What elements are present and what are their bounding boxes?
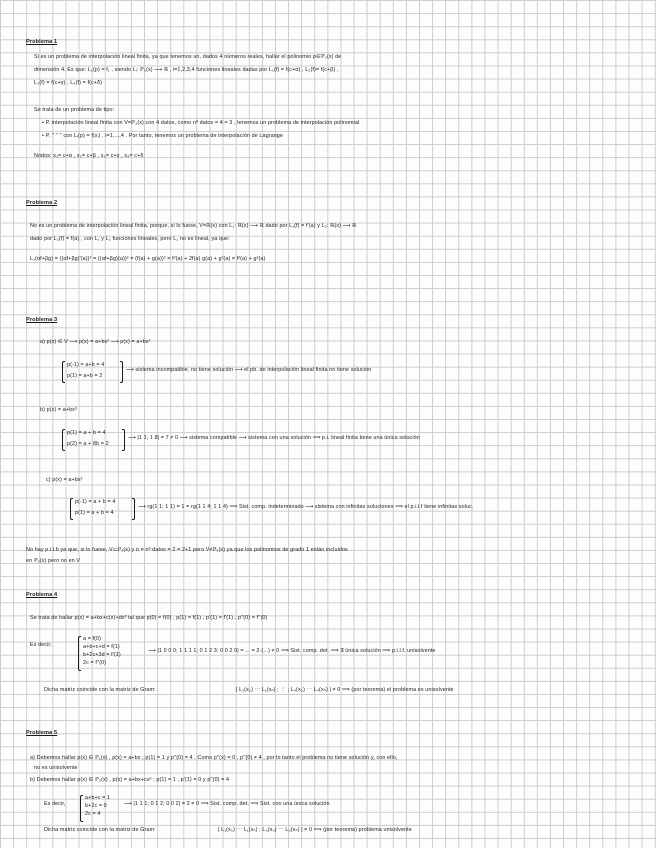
system-equation: p(1) = a + b = 4: [67, 430, 106, 436]
system-equation: p(-1) = a + b = 4: [75, 499, 116, 505]
problem-2-equation: L₁(αf+βg) = ((αf+βg)'(a))² = ((αf+βg)(a))² = (f(a) + g(a))² = f²(a) + 2f(a) g(a) + g²(a) ≠ f²(a) + g²(a): [30, 256, 266, 262]
problem-1-line: dimensión 4. Es que: L₁(p) = f₁ , siendo Lᵢ: ℙ₃(x) ⟶ ℝ , i=1,2,3,4 funciones lineales dadas por L₁(f) = f(c+α) , L₂(f)= f(c+β) ,: [34, 67, 339, 73]
problem-1-heading: Problema 1: [26, 39, 58, 45]
system-brace: [70, 498, 73, 520]
problem-3-heading: Problema 3: [26, 317, 58, 323]
problem-5-determinant: ⟶ |1 1 1; 0 1 2; 0 0 2| = 2 ≠ 0 ⟹ Sist. comp. det. ⟹ Sist. con una única solución: [124, 801, 330, 807]
problem-1-bullet: • P. interpolación lineal finita con V=ℙ₃(x) con 4 datos, como nº datos = 4 = 3 , tenemos un problema de interpolación polinomial: [42, 120, 360, 126]
system-equation: p(2) = a + 8b = 2: [67, 441, 109, 447]
problem-3b-label: b) p(x) = a+bx³: [40, 407, 77, 413]
problem-1-line: Si es un problema de interpolación lineal finita, ya que tenemos un, dados 4 números reales, hallar el polinomio p∈ℙ₃(x) de: [34, 54, 342, 60]
problem-1-line: Se trata de un problema de tipo:: [34, 107, 115, 113]
problem-3c-label: c) p(x) = a+bx²: [46, 477, 83, 483]
problem-3-conclusion: en ℙ₂(x) pero no en V: [26, 558, 81, 564]
problem-5b-line: b) Debemos hallar p(x) ∈ ℙ₂(x) , p(x) = a+bx+cx² ; p(1) = 1 , p'(1) = 0 y p''(0) = 4: [30, 777, 230, 783]
es-decir-label: Es decir,: [44, 801, 66, 807]
system-equation: a+b+c = 1: [85, 795, 111, 801]
problem-3-conclusion: No hay p.i.l.b ya que, si lo fuese, V⊂ℙ₂(x) y n = nº datos = 2 = 2+1 pero V≠ℙ₂(x) ya que los polinomios de grado 1 están incluidos: [26, 547, 348, 553]
system-equation: a+b+c+d = f(1): [83, 644, 120, 650]
es-decir-label: Es decir,: [30, 642, 52, 648]
gram-matrix-note: Dicha matriz coincide con la matriz de Gram:: [44, 687, 156, 693]
problem-2-heading: Problema 2: [26, 200, 58, 206]
system-brace: [78, 636, 81, 671]
system-equation: p(1) = a+b = 2: [67, 373, 103, 379]
problem-4-heading: Problema 4: [26, 592, 58, 598]
problem-3c-conclusion: ⟶ rg(1 1; 1 1) = 1 = rg(1 1 4; 1 1 4) ⟹ Sist. comp. indeterminado ⟶ sistema con infinitas soluciones ⟹ el p.i.l.f tiene infinitas soluc.: [138, 504, 474, 510]
system-brace: [62, 361, 65, 383]
problem-1-nodes: Nodos: x₁= c+α , x₂= c+β , x₃= c+γ , x₄= c+δ: [34, 153, 144, 159]
system-equation: a = f(0): [83, 636, 102, 642]
system-brace-right: [122, 429, 125, 451]
problem-3a-label: a) p(x) ∈ V ⟶ p(x) = a+bx² ⟶ p(x) = a+bx²: [40, 339, 151, 345]
system-brace: [80, 795, 83, 822]
problem-5a-line: a) Debemos hallar p(x) ∈ ℙ₁(x) , p(x) = a+bx ; p(1) = 1 y p''(0) = 4 . Como p''(x) = 0 , p''(0) ≠ 4 , por lo tanto el problema no tiene solución y, con ello,: [30, 755, 398, 761]
gram-matrix-note: Dicha matriz coincide con la matriz de Gram:: [44, 827, 156, 833]
system-equation: b+2c = 0: [85, 803, 107, 809]
problem-5-heading: Problema 5: [26, 730, 58, 736]
problem-2-line: No es un problema de interpolación lineal finita, porque, si lo fuese, V=ℝ(x) con L₁: ℝ(x) ⟶ ℝ dado por L₁(f) = f'(a) y L₂: ℝ(x) ⟶ ℝ: [30, 223, 357, 229]
system-equation: 2c = 4: [85, 811, 101, 817]
problem-1-line: L₃(f) = f(c+γ) , L₄(f) = f(c+δ): [34, 80, 103, 86]
problem-5a-line: no es unisolvente: [34, 765, 78, 771]
system-brace: [62, 429, 65, 451]
problem-4-line: Se trata de hallar p(x) = a+bx+c(x)+dx³ tal que p(0) = f(0) , p(1) = f(1) , p'(1) = f'(1) , p''(0) = f''(0): [30, 615, 268, 621]
system-equation: p(1) = a + b = 4: [75, 510, 114, 516]
problem-2-line: dado por L₂(f) = f(a) , con L₁ y L₂ funciones lineales, pero L₁ no es lineal, ya que:: [30, 236, 230, 242]
system-brace-right: [132, 498, 135, 520]
system-equation: p(-1) = a+b = 4: [67, 362, 105, 368]
gram-matrix-expression: | L₁(x₀) ⋯ L₁(xₙ) ; ⋮ ; L₄(x₀) ⋯ L₄(xₙ) | ≠ 0 ⟹ (por teorema) el problema es unisolvente: [236, 687, 454, 693]
problem-3a-conclusion: ⟶ sistema incompatible, no tiene solución ⟶ el pb. de interpolación lineal finita no tiene solución: [126, 367, 372, 373]
system-brace-right: [120, 361, 123, 383]
system-equation: b+2c+3d = f'(1): [83, 652, 121, 658]
problem-3b-conclusion: ⟶ |1 1; 1 8| = 7 ≠ 0 ⟶ sistema compatible ⟶ sistema con una solución ⟹ p.i. lineal finita tiene una única solución: [128, 435, 420, 441]
gram-matrix-expression: | L₁(x₀) ⋯ L₁(xₙ) ; L₃(x₀) ⋯ L₃(xₙ) | ≠ 0 ⟹ (por teorema) problema unisolvente: [218, 827, 412, 833]
problem-4-determinant: ⟶ |1 0 0 0; 1 1 1 1; 0 1 2 3; 0 0 2 0| = ... = 2·(...) ≠ 0 ⟹ Sist. comp. det. ⟹ ∃ única solución ⟹ p.i.l.f. unisolvente: [148, 648, 436, 654]
system-equation: 2c = f''(0): [83, 660, 107, 666]
problem-1-bullet: • P. '' '' '' con Lᵢ(p) = f(xᵢ) , i=1,...,4 . Por tanto, tenemos un problema de interpolación de Lagrange: [42, 133, 284, 139]
